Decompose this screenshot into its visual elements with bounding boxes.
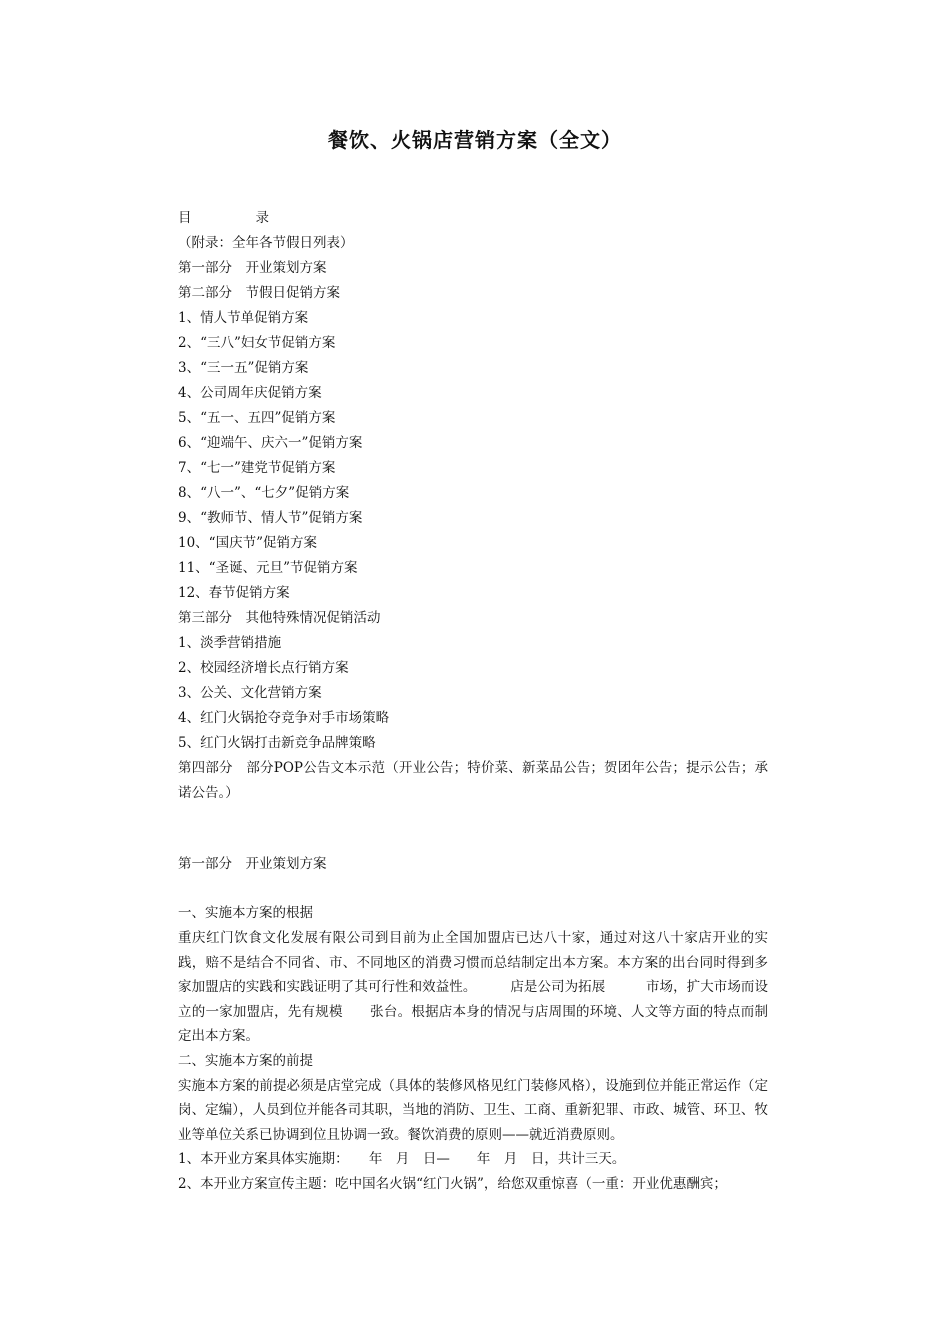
subheading: 一、实施本方案的根据 — [178, 905, 313, 921]
toc-item: 1、淡季营销措施 — [178, 635, 282, 651]
subheading: 二、实施本方案的前提 — [178, 1052, 313, 1069]
toc-item: 7、“七一”建党节促销方案 — [178, 460, 336, 476]
toc-heading — [178, 206, 768, 231]
toc-item: （附录：全年各节假日列表） — [178, 235, 354, 251]
toc-item: 6、“迎端午、庆六一”促销方案 — [178, 435, 363, 451]
toc-item: 10、“国庆节”促销方案 — [178, 535, 317, 551]
toc-item: 第三部分 其他特殊情况促销活动 — [178, 610, 381, 626]
toc-heading-right: 录 — [255, 210, 269, 226]
paragraph: 实施本方案的前提必须是店堂完成（具体的装修风格见红门装修风格），设施到位并能正常运作（定岗、定编），人员到位并能各司其职，当地的消防、卫生、工商、重新犯罪、市政、城管、环卫、牧业等单位关系已协调到位且协调一致。餐饮消费的原则——就近消费原则。 — [178, 1077, 768, 1143]
toc-item: 3、公关、文化营销方案 — [178, 685, 322, 701]
table-of-contents — [178, 206, 768, 805]
paragraph: 重庆红门饮食文化发展有限公司到目前为止全国加盟店已达八十家，通过对这八十家店开业的实践，赔不是结合不同省、市、不同地区的消费习惯而总结制定出本方案。本方案的出台同时得到多家加盟店的实践和实践证明了其可行性和效益性。 店是公司为拓展 市场，扩大市场而设立的一家加盟店，先有规模 张台。根据店本身的情况与店周围的环境、人文等方面的特点而制定出本方案。 — [178, 930, 768, 1044]
document-title: 餐饮、火锅店营销方案（全文） — [328, 128, 622, 152]
toc-item: 8、“八一”、“七夕”促销方案 — [178, 485, 350, 501]
toc-item: 5、红门火锅打击新竞争品牌策略 — [178, 735, 376, 751]
toc-item: 4、红门火锅抢夺竞争对手市场策略 — [178, 710, 390, 726]
section-1 — [178, 852, 768, 877]
toc-item: 2、“三八”妇女节促销方案 — [178, 335, 336, 351]
toc-item: 9、“教师节、情人节”促销方案 — [178, 510, 363, 526]
toc-item: 11、“圣诞、元旦”节促销方案 — [178, 560, 358, 576]
toc-item: 12、春节促销方案 — [178, 585, 290, 601]
section-heading: 第一部分 开业策划方案 — [178, 856, 327, 872]
toc-item: 第一部分 开业策划方案 — [178, 260, 327, 276]
toc-item: 3、“三一五”促销方案 — [178, 360, 309, 376]
toc-item: 第二部分 节假日促销方案 — [178, 285, 340, 301]
toc-heading-left: 目 — [178, 210, 192, 226]
list-item: 1、本开业方案具体实施期： 年 月 日— 年 月 日，共计三天。 — [178, 1151, 626, 1167]
toc-item: 1、情人节单促销方案 — [178, 310, 309, 326]
section-1-body — [178, 901, 768, 1197]
list-item: 2、本开业方案宣传主题：吃中国名火锅“红门火锅”，给您双重惊喜（一重：开业优惠酬宾； — [178, 1176, 727, 1192]
toc-item: 2、校园经济增长点行销方案 — [178, 660, 349, 676]
toc-item: 5、“五一、五四”促销方案 — [178, 410, 336, 426]
toc-item-last: 第四部分 部分POP公告文本示范（开业公告；特价菜、新菜品公告；贺团年公告；提示公告；承诺公告。） — [178, 760, 768, 801]
toc-item: 4、公司周年庆促销方案 — [178, 385, 322, 401]
